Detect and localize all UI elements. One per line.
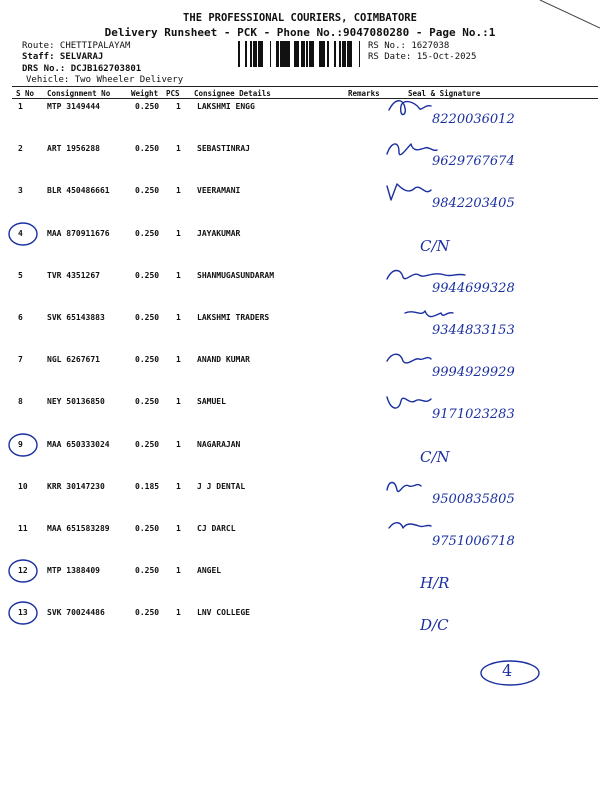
row-sno: 10 [18, 481, 28, 491]
route-label: Route: CHETTIPALAYAM [22, 41, 131, 51]
row-handwritten-note: H/R [420, 574, 450, 593]
col-header-sno: S No [16, 89, 35, 98]
row-consignee: LNV COLLEGE [197, 608, 250, 618]
row-consignment: MTP 1388409 [47, 566, 100, 576]
row-pcs: 1 [176, 228, 181, 238]
rs-number: RS No.: 1627038 [368, 41, 450, 51]
row-pcs: 1 [176, 144, 181, 154]
col-header-seal: Seal & Signature [408, 89, 481, 98]
row-handwritten-note: 9500835805 [432, 491, 515, 507]
row-sno: 9 [18, 439, 23, 449]
row-weight: 0.250 [135, 313, 160, 322]
company-title: THE PROFESSIONAL COURIERS, COIMBATORE [183, 12, 417, 24]
table-header-rule [12, 98, 598, 99]
row-sno: 12 [18, 566, 28, 576]
row-consignee: J J DENTAL [197, 481, 246, 491]
row-consignee: SEBASTINRAJ [197, 144, 250, 154]
row-consignment: MAA 651583289 [47, 524, 110, 533]
row-consignee: NAGARAJAN [197, 439, 241, 449]
row-weight: 0.250 [135, 608, 160, 618]
row-sno: 11 [18, 524, 28, 533]
row-handwritten-note: D/C [420, 616, 449, 635]
row-consignee: VEERAMANI [197, 186, 241, 196]
row-weight: 0.250 [135, 186, 160, 196]
row-consignment: MAA 870911676 [47, 228, 110, 238]
row-circle-mark [6, 599, 40, 627]
row-handwritten-note: 9171023283 [432, 407, 515, 423]
rs-date: RS Date: 15-Oct-2025 [368, 52, 477, 62]
row-consignee: LAKSHMI ENGG [197, 102, 255, 111]
row-pcs: 1 [176, 481, 181, 491]
row-consignment: TVR 4351267 [47, 270, 100, 280]
vehicle-label: Vehicle: Two Wheeler Delivery [26, 75, 184, 85]
row-handwritten-note: 9344833153 [432, 323, 515, 338]
row-consignment: ART 1956288 [47, 144, 100, 154]
row-pcs: 1 [176, 397, 181, 407]
col-header-consignment: Consignment No [47, 89, 111, 98]
row-weight: 0.185 [135, 481, 160, 491]
row-pcs: 1 [176, 102, 181, 111]
row-pcs: 1 [176, 355, 181, 365]
row-pcs: 1 [176, 313, 181, 322]
row-weight: 0.250 [135, 355, 160, 365]
row-consignee: SAMUEL [197, 397, 226, 407]
row-pcs: 1 [176, 566, 181, 576]
row-weight: 0.250 [135, 270, 160, 280]
row-consignment: NGL 6267671 [47, 355, 100, 365]
row-sno: 4 [18, 228, 23, 238]
row-consignment: KRR 30147230 [47, 481, 105, 491]
row-weight: 0.250 [135, 566, 160, 576]
row-sno: 8 [18, 397, 23, 407]
row-handwritten-note: 9842203405 [432, 196, 515, 212]
row-pcs: 1 [176, 608, 181, 618]
row-consignee: LAKSHMI TRADERS [197, 313, 270, 322]
row-sno: 13 [18, 608, 28, 618]
row-consignment: MAA 650333024 [47, 439, 110, 449]
row-consignee: ANGEL [197, 566, 222, 576]
runsheet-subtitle: Delivery Runsheet - PCK - Phone No.:9047080280 - Page No.:1 [104, 26, 496, 39]
row-consignee: ANAND KUMAR [197, 355, 250, 365]
row-sno: 6 [18, 313, 23, 322]
row-sno: 2 [18, 144, 23, 154]
row-weight: 0.250 [135, 397, 160, 407]
row-pcs: 1 [176, 270, 181, 280]
row-consignment: NEY 50136850 [47, 397, 105, 407]
row-handwritten-note: 9994929929 [432, 365, 515, 381]
row-handwritten-note: 9629767674 [432, 154, 515, 170]
row-pcs: 1 [176, 186, 181, 196]
row-weight: 0.250 [135, 144, 160, 154]
row-sno: 3 [18, 186, 23, 196]
staff-label: Staff: SELVARAJ [22, 52, 104, 62]
barcode [238, 41, 366, 67]
row-circle-mark [6, 220, 40, 248]
row-weight: 0.250 [135, 524, 160, 533]
row-handwritten-note: 9944699328 [432, 280, 515, 296]
col-header-remarks: Remarks [348, 89, 380, 98]
row-weight: 0.250 [135, 439, 160, 449]
row-sno: 7 [18, 355, 23, 365]
row-weight: 0.250 [135, 102, 160, 111]
col-header-pcs: PCS [166, 89, 180, 98]
row-handwritten-note: 8220036012 [432, 112, 515, 127]
row-sno: 1 [18, 102, 23, 111]
row-consignment: SVK 70024486 [47, 608, 105, 618]
row-pcs: 1 [176, 439, 181, 449]
row-sno: 5 [18, 270, 23, 280]
col-header-consignee: Consignee Details [194, 89, 271, 98]
page-number-mark: 4 [502, 661, 513, 680]
drs-label: DRS No.: DCJB162703801 [22, 64, 142, 74]
row-handwritten-note: C/N [420, 236, 450, 255]
row-weight: 0.250 [135, 228, 160, 238]
row-handwritten-note: C/N [420, 447, 450, 466]
row-handwritten-note: 9751006718 [432, 534, 515, 549]
table-top-rule [12, 86, 598, 87]
row-consignment: BLR 450486661 [47, 186, 110, 196]
row-pcs: 1 [176, 524, 181, 533]
col-header-weight: Weight [131, 89, 159, 98]
row-circle-mark [6, 431, 40, 459]
row-consignee: CJ DARCL [197, 524, 236, 533]
row-consignment: SVK 65143883 [47, 313, 105, 322]
row-consignee: SHANMUGASUNDARAM [197, 270, 275, 280]
row-consignee: JAYAKUMAR [197, 228, 241, 238]
row-consignment: MTP 3149444 [47, 102, 100, 111]
row-circle-mark [6, 557, 40, 585]
